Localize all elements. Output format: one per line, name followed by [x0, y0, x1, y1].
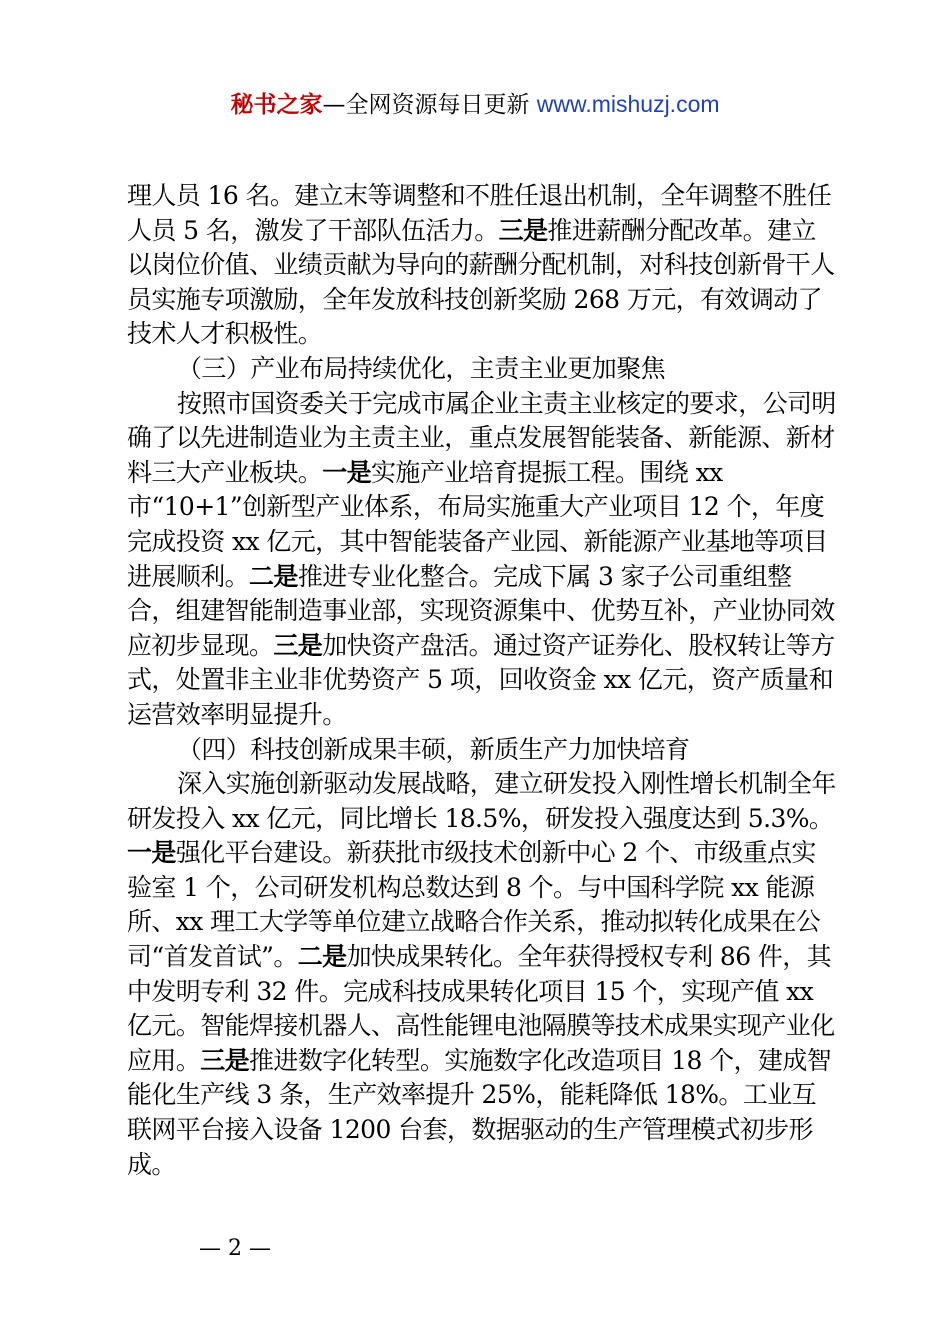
paragraph-text: 按照市国资委关于完成市属企业主责主业核定的要求，公司明确了以先进制造业为主责主业，重点发展智能装备、新能源、新材料三大产业板块。 — [127, 388, 836, 487]
page-number: — 2 — — [199, 1236, 271, 1261]
paragraph-text: 加快成果转化。全年获得授权专利 86 件，其中发明专利 32 件。完成科技成果转化项目 15 个，实现产值 xx 亿元。智能焊接机器人、高性能锂电池隔膜等技术成果实现产业化应用。 — [127, 942, 835, 1075]
paragraph-text: 深入实施创新驱动发展战略，建立研发投入刚性增长机制全年研发投入 xx 亿元，同比增长 18.5%，研发投入强度达到 5.3%。 — [127, 769, 836, 833]
site-header — [0, 88, 950, 121]
bold-marker: 二是 — [249, 561, 298, 591]
site-url-link[interactable]: www.mishuzj.com — [536, 91, 720, 117]
paragraph-text: 加快资产盘活。通过资产证券化、股权转让等方式，处置非主业非优势资产 5 项，回收资金 xx 亿元，资产质量和运营效率明显提升。 — [127, 630, 835, 729]
paragraph-text: 强化平台建设。新获批市级技术创新中心 2 个、市级重点实验室 1 个，公司研发机构总数达到 8 个。与中国科学院 xx 能源所、xx 理工大学等单位建立战略合作关系，推动拟转化成果在公司“首发首试”。 — [127, 838, 821, 972]
bold-marker: 二是 — [297, 942, 347, 972]
section-heading-3: （三）产业布局持续优化，主责主业更加聚焦 — [177, 353, 666, 383]
section-heading-4: （四）科技创新成果丰硕，新质生产力加快培育 — [177, 734, 690, 764]
site-brand: 秘书之家 — [230, 92, 323, 118]
bold-marker: 一是 — [322, 457, 372, 487]
paragraph-text: 理人员 16 名。建立末等调整和不胜任退出机制，全年调整不胜任人员 5 名，激发了干部队伍活力。 — [127, 181, 832, 245]
paragraph-text: 推进数字化转型。实施数字化改造项目 18 个，建成智能化生产线 3 条，生产效率提升 25%，能耗降低 18%。工业互联网平台接入设备 1200 台套，数据驱动的生产管理模式初步形成。 — [127, 1045, 832, 1179]
site-tagline: —全网资源每日更新 — [322, 92, 530, 118]
paragraph-tech-innovation — [127, 767, 837, 1182]
paragraph-industry-layout — [127, 387, 837, 733]
paragraph-text: 推进薪酬分配改革。建立以岗位价值、业绩贡献为导向的薪酬分配机制，对科技创新骨干人员实施专项激励，全年发放科技创新奖励 268 万元，有效调动了技术人才积极性。 — [127, 215, 835, 349]
bold-marker: 一是 — [127, 838, 176, 868]
bold-marker: 三是 — [200, 1045, 250, 1075]
paragraph-text: 实施产业培育提振工程。围绕 xx 市“10+1”创新型产业体系，布局实施重大产业项目 12 个，年度完成投资 xx 亿元，其中智能装备产业园、新能源产业基地等项目进展顺利。 — [127, 457, 828, 591]
bold-marker: 三是 — [498, 215, 548, 245]
bold-marker: 三是 — [273, 630, 323, 660]
document-body — [127, 179, 837, 1182]
paragraph-text: 推进专业化整合。完成下属 3 家子公司重组整合，组建智能制造事业部，实现资源集中、优势互补，产业协同效应初步显现。 — [127, 561, 835, 660]
paragraph-salary-reform — [127, 179, 837, 352]
